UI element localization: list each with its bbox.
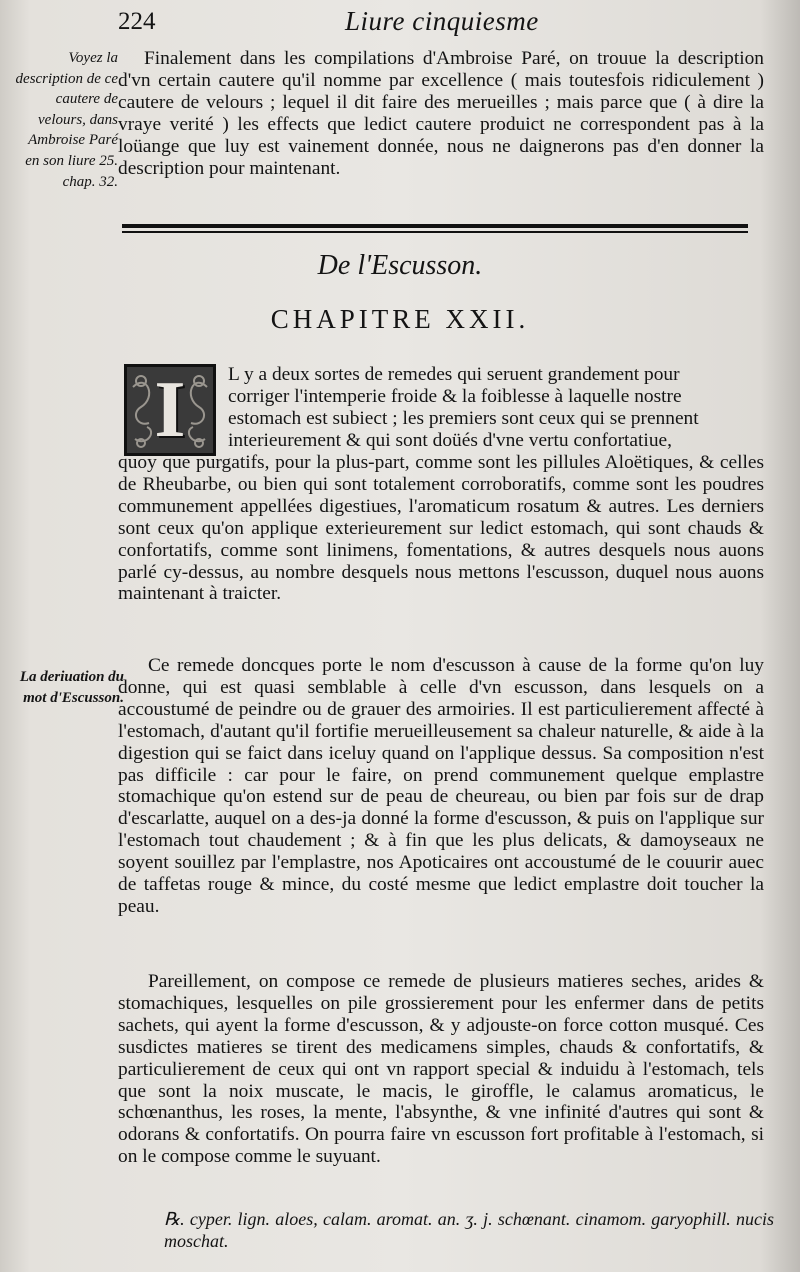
section-divider-thin xyxy=(122,231,748,233)
text-line: L y a deux sortes de remedes qui seruent grandement pour xyxy=(228,364,680,385)
page-header xyxy=(0,6,800,42)
paragraph-matieres-seches: Pareillement, on compose ce remede de plusieurs matieres seches, arides & stomachiques, lesquelles on pile grossierement pour les enfermer dans de petits sachets, qui ayent la forme d'escusson, & y adjouste-on force cotton musqué. Ces susdictes matieres se tirent des medicamens simples, chauds & confortatifs, & particulierement de ceux qui ont vn rapport special & induidu à l'estomach, tels que sont la noix muscate, le macis, le giroffle, le calamus aromaticus, le schœnanthus, les roses, la mente, l'absynthe, & vne infinité d'autres qui sont & odorans & confortatifs. On pourra faire vn escusson fort profitable à l'estomach, si on le compose comme le suyuant. xyxy=(118,971,764,1168)
page-number: 224 xyxy=(118,8,156,35)
ornamental-initial xyxy=(124,364,216,456)
paragraph-escusson-forme: Ce remede doncques porte le nom d'escusson à cause de la forme qu'on luy donne, qui est quasi semblable à celle d'vn escusson, dans lesquels on a accoustumé de peindre ou de grauer des armoiries. Il est particulierement affecté à l'estomach, d'autant qu'il fortifie merueilleusement sa chaleur naturelle, & aide à la digestion qui se faict dans iceluy quand on l'applique dessus. Sa composition n'est pas difficile : car pour le faire, on prend communement quelque emplastre stomachique qu'on estend sur de peau de cheureau, ou bien par fois sur de drap d'escarlatte, auquel on a des-ja donné la forme d'escusson, & puis on l'applique sur l'estomach tout chaudement ; & à fin que les plus delicats, & damoyseaux ne soyent souillez par l'emplastre, nos Apoticaires ont accoustumé de le couurir auec de taffetas rouge & mince, du costé mesme que ledict emplastre doit toucher la peau. xyxy=(118,655,764,917)
text-line: corriger l'intemperie froide & la foiblesse à laquelle nostre xyxy=(228,386,682,407)
recipe-line: ℞. cyper. lign. aloes, calam. aromat. an. ʒ. j. schœnant. cinamom. garyophill. nucis moschat. xyxy=(164,1209,774,1251)
margin-note-cautere: Voyez la description de ce cautere de velours, dans Ambroise Paré en son liure 25. chap. 32. xyxy=(15,50,118,190)
section-divider-thick xyxy=(122,224,748,228)
chapter-title: CHAPITRE XXII. xyxy=(270,304,530,334)
running-title: Liure cinquiesme xyxy=(345,6,539,36)
paragraph-cautere-de-velours: Finalement dans les compilations d'Ambroise Paré, on trouue la description d'vn certain cautere qu'il nomme par excellence ( mais toutesfois ridiculement ) cautere de velours ; lequel il dit faire des merueilles ; mais parce que ( à dire la vraye verité ) les effects que ledict cautere produict ne correspondent pas à la loüange que luy est vainement donnée, nous ne daignerons pas d'en donner la description pour maintenant. xyxy=(118,48,764,179)
dropcap-letter: I xyxy=(154,366,186,454)
text-line: interieurement & qui sont doüés d'vne vertu confortatiue, xyxy=(228,430,672,451)
text-line: estomach est subiect ; les premiers sont ceux qui se prennent xyxy=(228,408,699,429)
margin-note-deriuation: La deriuation du mot d'Escusson. xyxy=(19,669,124,706)
section-title: De l'Escusson. xyxy=(317,250,483,281)
paragraph-remedes-continued: quoy que purgatifs, pour la plus-part, comme sont les pillules Aloëtiques, & celles de Rheubarbe, ou bien qui sont totalement corroboratifs, comme sont les poudres communement appellées digestiues, l'aromaticum rosatum & autres. Les derniers sont ceux qu'on applique exterieurement sur ledict estomach, qui sont chauds & confortatifs, comme sont linimens, fomentations, & autres desquels nous auons parlé cy-dessus, au nombre desquels nous mettons l'escusson, duquel nous auons maintenant à traicter. xyxy=(118,452,764,605)
